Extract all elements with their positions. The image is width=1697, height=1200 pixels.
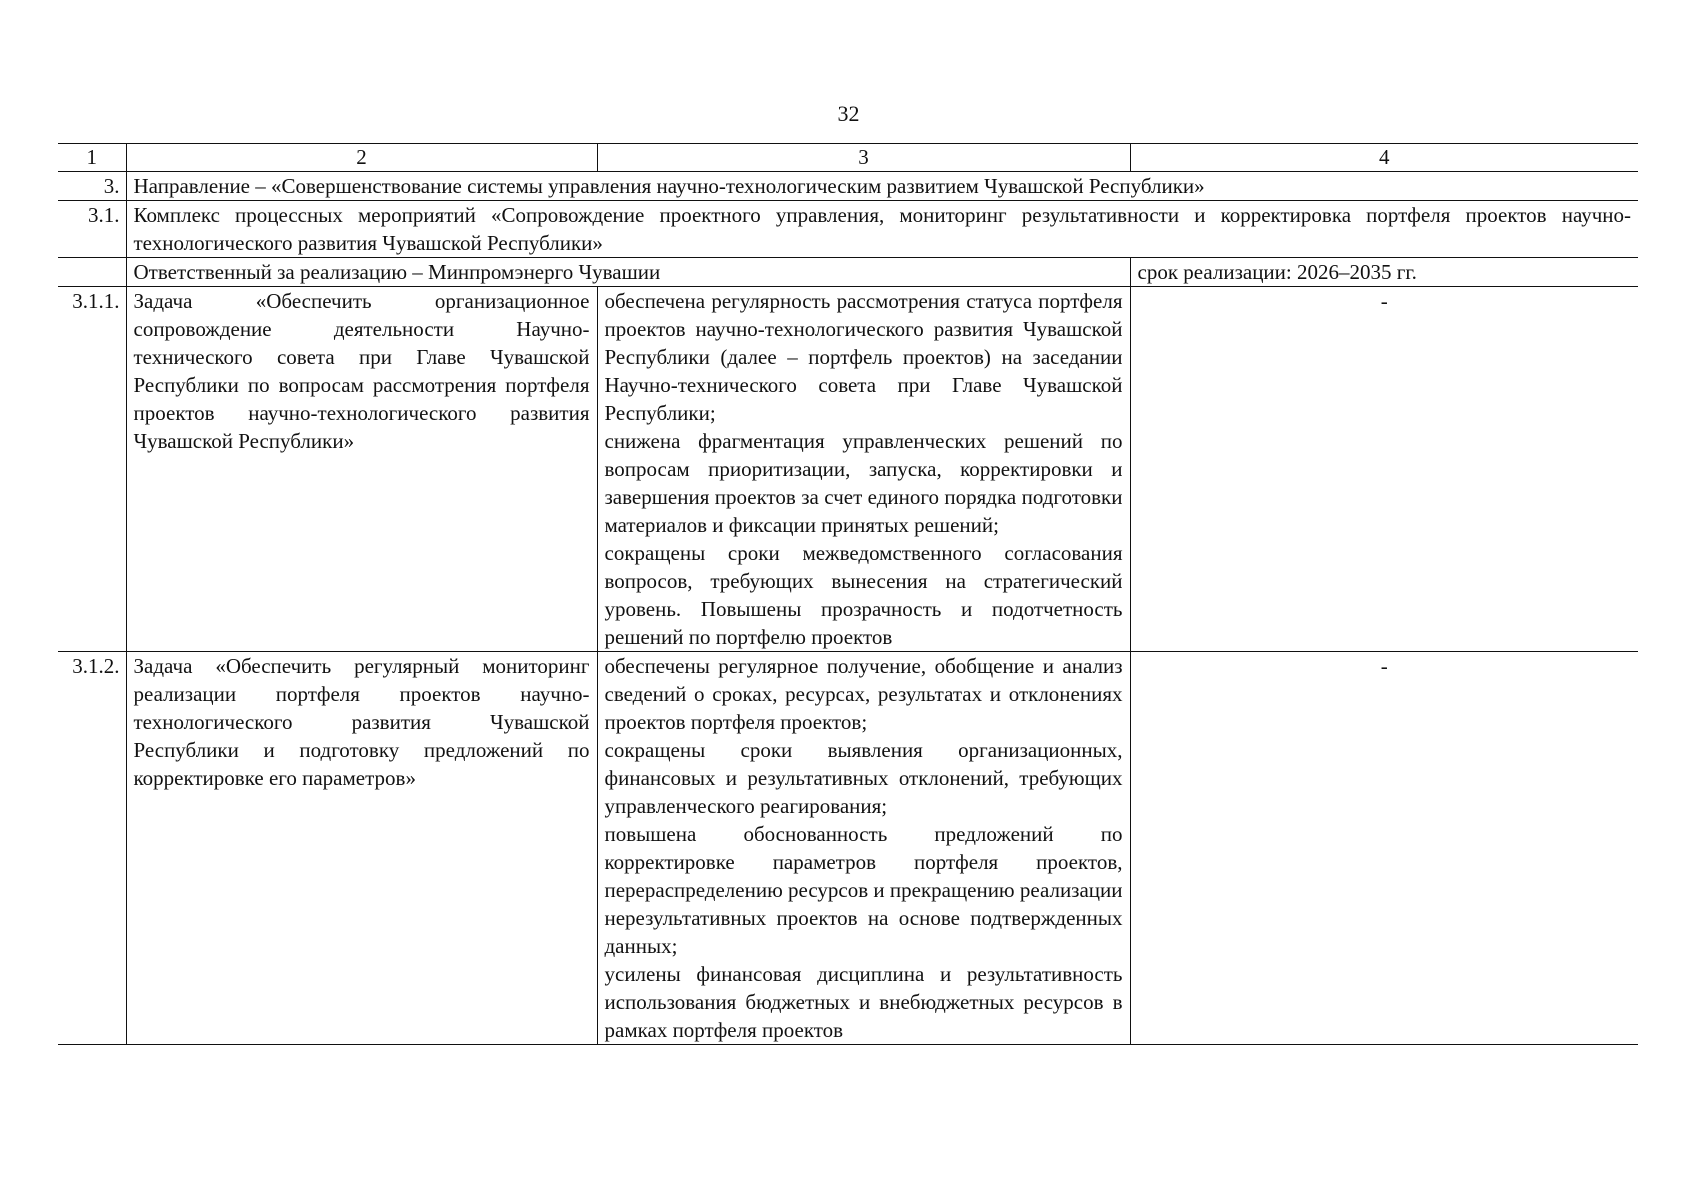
task-number: 3.1.1.: [58, 287, 126, 652]
task-text: Задача «Обеспечить организационное сопровождение деятельности Научно-технического совета при Главе Чувашской Республики по вопросам рассмотрения портфеля проектов научно-технологического развития Чувашской Республики»: [126, 287, 597, 652]
task-column-4: -: [1130, 652, 1638, 1045]
result-item: снижена фрагментация управленческих решений по вопросам приоритизации, запуска, корректировки и завершения проектов за счет единого порядка подготовки материалов и фиксации принятых решений;: [604, 429, 1123, 537]
result-item: усилены финансовая дисциплина и результативность использования бюджетных и внебюджетных ресурсов в рамках портфеля проектов: [604, 962, 1123, 1042]
result-item: сокращены сроки межведомственного согласования вопросов, требующих вынесения на стратегический уровень. Повышены прозрачность и подотчетность решений по портфелю проектов: [604, 541, 1123, 649]
task-column-4: -: [1130, 287, 1638, 652]
column-number-3: 3: [597, 144, 1130, 172]
page-number: 32: [837, 101, 860, 126]
responsible-empty-cell: [58, 258, 126, 287]
task-row: [58, 652, 1638, 1045]
direction-row: [58, 172, 1638, 201]
result-item: сокращены сроки выявления организационных, финансовых и результативных отклонений, требующих управленческого реагирования;: [604, 738, 1123, 818]
direction-text: Направление – «Совершенствование системы управления научно-технологическим развитием Чувашской Республики»: [126, 172, 1638, 201]
task-results: [597, 652, 1130, 1045]
column-number-2: 2: [126, 144, 597, 172]
responsible-row: [58, 258, 1638, 287]
activities-table: [58, 143, 1638, 1045]
task-number: 3.1.2.: [58, 652, 126, 1045]
column-numbers-row: [58, 144, 1638, 172]
result-item: обеспечены регулярное получение, обобщение и анализ сведений о сроках, ресурсах, результатах и отклонениях проектов портфеля проектов;: [604, 654, 1123, 734]
column-number-1: 1: [58, 144, 126, 172]
task-results: [597, 287, 1130, 652]
complex-row: [58, 201, 1638, 258]
column-number-4: 4: [1130, 144, 1638, 172]
direction-number: 3.: [58, 172, 126, 201]
complex-text: Комплекс процессных мероприятий «Сопровождение проектного управления, мониторинг результативности и корректировка портфеля проектов научно-технологического развития Чувашской Республики»: [126, 201, 1638, 258]
result-item: повышена обоснованность предложений по корректировке параметров портфеля проектов, перераспределению ресурсов и прекращению реализации нерезультативных проектов на основе подтвержденных данных;: [604, 822, 1123, 958]
task-text: Задача «Обеспечить регулярный мониторинг реализации портфеля проектов научно-технологического развития Чувашской Республики и подготовку предложений по корректировке его параметров»: [126, 652, 597, 1045]
result-item: обеспечена регулярность рассмотрения статуса портфеля проектов научно-технологического развития Чувашской Республики (далее – портфель проектов) на заседании Научно-технического совета при Главе Чувашской Республики;: [604, 289, 1123, 425]
responsible-text: Ответственный за реализацию – Минпромэнерго Чувашии: [126, 258, 1130, 287]
task-row: [58, 287, 1638, 652]
implementation-term: срок реализации: 2026–2035 гг.: [1130, 258, 1638, 287]
complex-number: 3.1.: [58, 201, 126, 258]
